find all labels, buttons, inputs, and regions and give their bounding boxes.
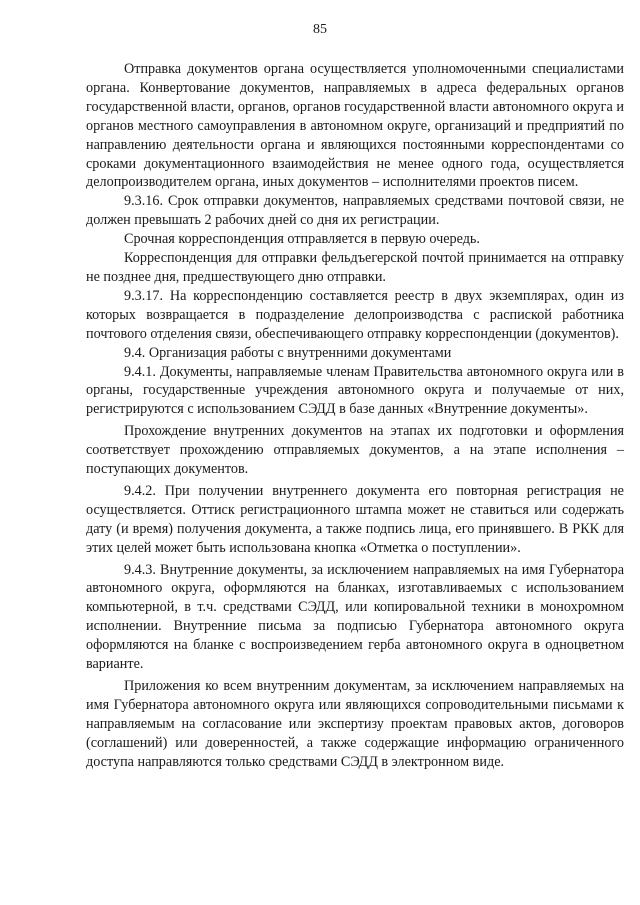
paragraph-sending-documents: Отправка документов органа осуществляется уполномоченными специалистами органа. Конвертование документов, направляемых в адреса федеральных органов государственной власти, органов, органов государственной власти автономного округа и органов местного самоуправления в автономном округе, организаций и предприятий по направлению деятельности органа и являющихся постоянными корреспондентами со сроками документационного взаимодействия не менее одного года, осуществляется делопроизводителем органа, иных документов – исполнителями проектов писем. <box>86 61 624 191</box>
paragraph-9-3-16: 9.3.16. Срок отправки документов, направляемых средствами почтовой связи, не должен превышать 2 рабочих дней со дня их регистрации. <box>86 193 624 229</box>
paragraph-internal-flow: Прохождение внутренних документов на этапах их подготовки и оформления соответствует прохождению отправляемых документов, а на этапе исполнения – поступающих документов. <box>86 423 624 478</box>
paragraph-attachments: Приложения ко всем внутренним документам, за исключением направляемых на имя Губернатора автономного округа или являющихся сопроводительными письмами к направляемым на согласование или экспертизу проектам правовых актов, договоров (соглашений) или доверенностей, а также содержащие информацию ограниченного доступа направляются только средствами СЭДД в электронном виде. <box>86 678 624 770</box>
page-number: 85 <box>313 22 327 37</box>
section-heading: 9.4. Организация работы с внутренними документами <box>124 344 452 361</box>
paragraph-urgent-mail: Срочная корреспонденция отправляется в первую очередь. <box>124 231 480 248</box>
paragraph-9-4-1: 9.4.1. Документы, направляемые членам Правительства автономного округа или в органы, государственные учреждения автономного округа и получаемые от них, регистрируются с использованием СЭДД в базе данных «Внутренние документы». <box>86 363 624 418</box>
paragraph-9-4-3: 9.4.3. Внутренние документы, за исключением направляемых на имя Губернатора автономного округа, оформляются на бланках, изготавливаемых с использованием компьютерной, в т.ч. средствами СЭДД, или копировальной техники в монохромном исполнении. Внутренние письма за подписью Губернатора автономного округа оформляются на бланке с воспроизведением герба автономного округа в одноцветном варианте. <box>86 561 624 673</box>
paragraph-9-4-2: 9.4.2. При получении внутреннего документа его повторная регистрация не осуществляется. Оттиск регистрационного штампа может не ставиться или содержать дату (и время) получения документа, а также подпись лица, его принявшего. В РКК для этих целей может быть использована кнопка «Отметка о поступлении». <box>86 482 624 556</box>
document-body <box>86 60 624 772</box>
paragraph-9-3-17: 9.3.17. На корреспонденцию составляется реестр в двух экземплярах, один из которых возвращается в подразделение делопроизводства с распиской работника почтового отделения связи, обеспечивающего отправку корреспонденции (документов). <box>86 287 624 342</box>
paragraph-courier-mail: Корреспонденция для отправки фельдъегерской почтой принимается на отправку не позднее дня, предшествующего дню отправки. <box>86 250 624 285</box>
